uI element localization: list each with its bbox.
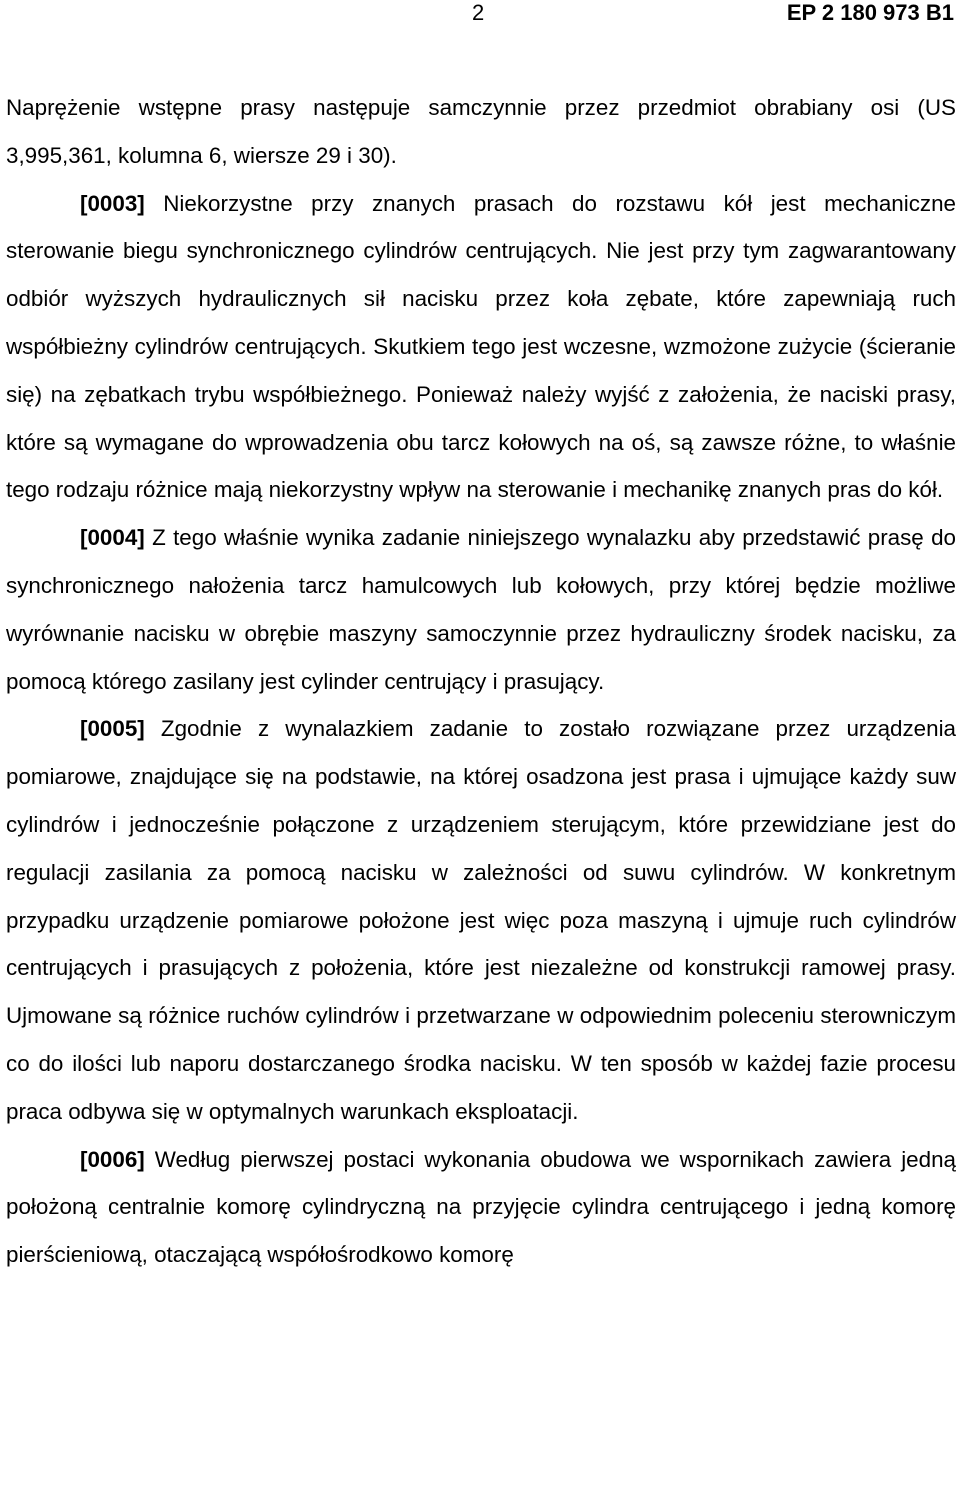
paragraph-text: Według pierwszej postaci wykonania obudowa we wspornikach zawiera jedną położoną centralnie komorę cylindryczną na przyjęcie cylindra centrującego i jedną komorę pierścieniową, otaczającą współośrodkowo komorę <box>6 1146 956 1268</box>
paragraph-text: Naprężenie wstępne prasy następuje samczynnie przez przedmiot obrabiany osi (US 3,995,361, kolumna 6, wiersze 29 i 30). <box>6 95 956 168</box>
paragraph-0006 <box>6 1136 956 1279</box>
paragraph-0004 <box>6 514 956 705</box>
patent-number: EP 2 180 973 B1 <box>786 0 954 25</box>
page-number: 2 <box>472 0 485 25</box>
paragraph-0003 <box>6 180 956 515</box>
paragraph-number: [0005] <box>80 716 145 742</box>
paragraph-number: [0004] <box>80 525 145 551</box>
paragraph-text: Zgodnie z wynalazkiem zadanie to zostało rozwiązane przez urządzenia pomiarowe, znajdujące się na podstawie, na której osadzona jest prasa i ujmujące każdy suw cylindrów i jednocześnie połączone z urządzeniem sterującym, które przewidziane jest do regulacji zasilania za pomocą nacisku w zależności od suwu cylindrów. W konkretnym przypadku urządzenie pomiarowe położone jest więc poza maszyną i ujmuje ruch cylindrów centrujących i prasujących z położenia, które jest niezależne od konstrukcji ramowej prasy. Ujmowane są różnice ruchów cylindrów i przetwarzane w odpowiednim poleceniu sterowniczym co do ilości lub naporu dostarczanego środka nacisku. W ten sposób w każdej fazie procesu praca odbywa się w optymalnych warunkach eksploatacji. <box>6 716 956 1124</box>
paragraph-number: [0003] <box>80 190 145 216</box>
paragraph-text: Niekorzystne przy znanych prasach do rozstawu kół jest mechaniczne sterowanie biegu synchronicznego cylindrów centrujących. Nie jest przy tym zagwarantowany odbiór wyższych hydraulicznych sił nacisku przez koła zębate, które zapewniają ruch współbieżny cylindrów centrujących. Skutkiem tego jest wczesne, wzmożone zużycie (ścieranie się) na zębatkach trybu współbieżnego. Ponieważ należy wyjść z założenia, że naciski prasy, które są wymagane do wprowadzenia obu tarcz kołowych na oś, są zawsze różne, to właśnie tego rodzaju różnice mają niekorzystny wpływ na sterowanie i mechanikę znanych pras do kół. <box>6 190 956 503</box>
document-body <box>6 84 956 1279</box>
paragraph-continuation <box>6 84 956 180</box>
paragraph-number: [0006] <box>80 1146 145 1172</box>
paragraph-text: Z tego właśnie wynika zadanie niniejszego wynalazku aby przedstawić prasę do synchronicznego nałożenia tarcz hamulcowych lub kołowych, przy której będzie możliwe wyrównanie nacisku w obrębie maszyny samoczynnie przez hydrauliczny środek nacisku, za pomocą którego zasilany jest cylinder centrujący i prasujący. <box>6 525 956 694</box>
paragraph-0005 <box>6 705 956 1135</box>
